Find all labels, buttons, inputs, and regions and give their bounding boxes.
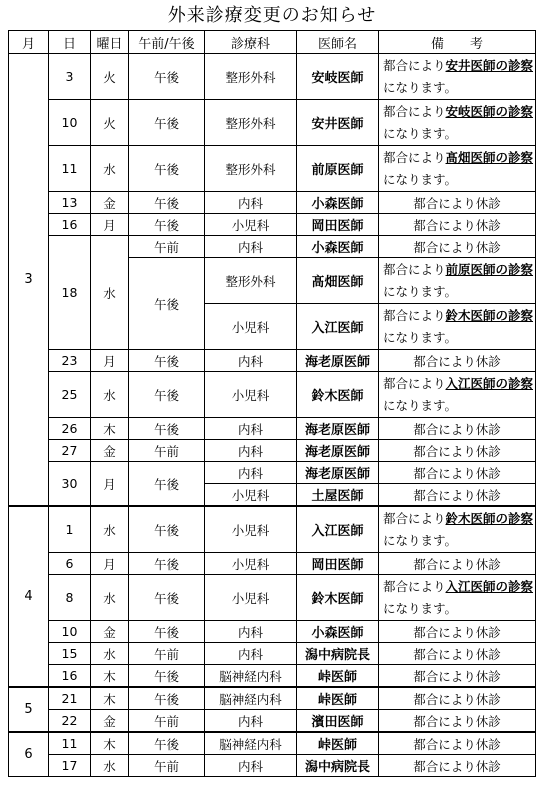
table-row (9, 214, 536, 236)
remarks-suffix: になります。 (383, 397, 458, 413)
day-cell: 10 (49, 100, 91, 146)
doctor-cell: 小森医師 (297, 192, 379, 214)
remarks-cell (379, 54, 536, 100)
weekday-cell: 火 (91, 100, 129, 146)
header-row (9, 31, 536, 54)
remarks-cell: 都合により休診 (379, 621, 536, 643)
weekday-cell: 月 (91, 350, 129, 372)
department-cell: 脳神経内科 (205, 687, 297, 710)
table-row (9, 732, 536, 755)
doctor-cell: 前原医師 (297, 146, 379, 192)
remarks-suffix: になります。 (383, 283, 458, 299)
table-row (9, 506, 536, 553)
table-row (9, 710, 536, 733)
doctor-cell: 岡田医師 (297, 214, 379, 236)
weekday-cell: 月 (91, 214, 129, 236)
day-cell: 13 (49, 192, 91, 214)
doctor-cell: 峠医師 (297, 687, 379, 710)
weekday-cell: 水 (91, 372, 129, 418)
remarks-prefix: 都合により (383, 307, 446, 323)
header-remarks: 備 考 (379, 31, 536, 54)
weekday-cell: 月 (91, 553, 129, 575)
ampm-cell: 午後 (129, 575, 205, 621)
header-month: 月 (9, 31, 49, 54)
page-title: 外来診療変更のお知らせ (167, 5, 377, 26)
remarks-cell: 都合により休診 (379, 687, 536, 710)
ampm-cell: 午後 (129, 258, 205, 350)
table-row (9, 440, 536, 462)
department-cell: 小児科 (205, 304, 297, 350)
day-cell: 23 (49, 350, 91, 372)
remarks-prefix: 都合により (383, 510, 446, 526)
weekday-cell: 水 (91, 236, 129, 350)
schedule-body (9, 54, 536, 777)
remarks-cell (379, 372, 536, 418)
doctor-cell: 潟中病院長 (297, 643, 379, 665)
remarks-cell: 都合により休診 (379, 665, 536, 688)
weekday-cell: 木 (91, 687, 129, 710)
ampm-cell: 午前 (129, 710, 205, 733)
day-cell: 8 (49, 575, 91, 621)
department-cell: 小児科 (205, 553, 297, 575)
remarks-cell: 都合により休診 (379, 350, 536, 372)
doctor-cell: 岡田医師 (297, 553, 379, 575)
table-row (9, 553, 536, 575)
ampm-cell: 午前 (129, 440, 205, 462)
doctor-cell: 峠医師 (297, 665, 379, 688)
header-day: 日 (49, 31, 91, 54)
day-cell: 11 (49, 732, 91, 755)
remarks-suffix: になります。 (383, 532, 458, 548)
department-cell: 脳神経内科 (205, 732, 297, 755)
substitute-doctor: 鈴木医師の診察 (445, 510, 534, 526)
ampm-cell: 午前 (129, 236, 205, 258)
remarks-cell (379, 575, 536, 621)
ampm-cell: 午前 (129, 755, 205, 777)
department-cell: 内科 (205, 621, 297, 643)
substitute-doctor: 安岐医師の診察 (445, 103, 534, 119)
department-cell: 小児科 (205, 575, 297, 621)
department-cell: 内科 (205, 418, 297, 440)
remarks-prefix: 都合により (383, 57, 446, 73)
remarks-suffix: になります。 (383, 329, 458, 345)
weekday-cell: 木 (91, 732, 129, 755)
department-cell: 整形外科 (205, 100, 297, 146)
substitute-doctor: 入江医師の診察 (445, 578, 534, 594)
table-row (9, 621, 536, 643)
ampm-cell: 午後 (129, 192, 205, 214)
doctor-cell: 小森医師 (297, 236, 379, 258)
remarks-cell (379, 100, 536, 146)
day-cell: 26 (49, 418, 91, 440)
weekday-cell: 水 (91, 506, 129, 553)
weekday-cell: 金 (91, 710, 129, 733)
remarks-cell (379, 304, 536, 350)
remarks-cell: 都合により休診 (379, 484, 536, 507)
day-cell: 3 (49, 54, 91, 100)
weekday-cell: 水 (91, 755, 129, 777)
day-cell: 16 (49, 665, 91, 688)
weekday-cell: 火 (91, 54, 129, 100)
department-cell: 内科 (205, 350, 297, 372)
ampm-cell: 午後 (129, 418, 205, 440)
day-cell: 1 (49, 506, 91, 553)
weekday-cell: 木 (91, 418, 129, 440)
day-cell: 30 (49, 462, 91, 507)
month-cell: 5 (9, 687, 49, 732)
table-row (9, 755, 536, 777)
doctor-cell: 髙畑医師 (297, 258, 379, 304)
doctor-cell: 峠医師 (297, 732, 379, 755)
table-row (9, 100, 536, 146)
table-row (9, 665, 536, 688)
department-cell: 整形外科 (205, 54, 297, 100)
remarks-prefix: 都合により (383, 103, 446, 119)
ampm-cell: 午後 (129, 506, 205, 553)
ampm-cell: 午後 (129, 54, 205, 100)
remarks-cell (379, 146, 536, 192)
remarks-prefix: 都合により (383, 261, 446, 277)
remarks-cell: 都合により休診 (379, 732, 536, 755)
ampm-cell: 午後 (129, 372, 205, 418)
header-department: 診療科 (205, 31, 297, 54)
remarks-cell (379, 506, 536, 553)
doctor-cell: 鈴木医師 (297, 575, 379, 621)
substitute-doctor: 髙畑医師の診察 (445, 149, 534, 165)
day-cell: 17 (49, 755, 91, 777)
weekday-cell: 木 (91, 665, 129, 688)
weekday-cell: 金 (91, 621, 129, 643)
table-row (9, 236, 536, 258)
weekday-cell: 月 (91, 462, 129, 507)
remarks-cell: 都合により休診 (379, 192, 536, 214)
remarks-prefix: 都合により (383, 375, 446, 391)
department-cell: 内科 (205, 192, 297, 214)
remarks-suffix: になります。 (383, 125, 458, 141)
month-cell: 4 (9, 506, 49, 687)
doctor-cell: 入江医師 (297, 304, 379, 350)
ampm-cell: 午後 (129, 146, 205, 192)
weekday-cell: 金 (91, 440, 129, 462)
table-row (9, 372, 536, 418)
doctor-cell: 海老原医師 (297, 350, 379, 372)
doctor-cell: 濱田医師 (297, 710, 379, 733)
ampm-cell: 午後 (129, 350, 205, 372)
table-row (9, 54, 536, 100)
substitute-doctor: 鈴木医師の診察 (445, 307, 534, 323)
table-row (9, 418, 536, 440)
ampm-cell: 午後 (129, 665, 205, 688)
ampm-cell: 午後 (129, 687, 205, 710)
substitute-doctor: 入江医師の診察 (445, 375, 534, 391)
doctor-cell: 入江医師 (297, 506, 379, 553)
doctor-cell: 安岐医師 (297, 54, 379, 100)
day-cell: 21 (49, 687, 91, 710)
weekday-cell: 水 (91, 643, 129, 665)
department-cell: 内科 (205, 643, 297, 665)
day-cell: 6 (49, 553, 91, 575)
ampm-cell: 午後 (129, 462, 205, 507)
remarks-cell: 都合により休診 (379, 553, 536, 575)
doctor-cell: 海老原医師 (297, 462, 379, 484)
header-ampm: 午前/午後 (129, 31, 205, 54)
department-cell: 内科 (205, 710, 297, 733)
remarks-prefix: 都合により (383, 149, 446, 165)
remarks-cell: 都合により休診 (379, 214, 536, 236)
department-cell: 小児科 (205, 484, 297, 507)
doctor-cell: 小森医師 (297, 621, 379, 643)
ampm-cell: 午後 (129, 732, 205, 755)
table-row (9, 350, 536, 372)
remarks-cell (379, 258, 536, 304)
remarks-suffix: になります。 (383, 600, 458, 616)
doctor-cell: 安井医師 (297, 100, 379, 146)
ampm-cell: 午前 (129, 643, 205, 665)
day-cell: 27 (49, 440, 91, 462)
weekday-cell: 金 (91, 192, 129, 214)
day-cell: 15 (49, 643, 91, 665)
doctor-cell: 土屋医師 (297, 484, 379, 507)
table-row (9, 687, 536, 710)
table-row (9, 575, 536, 621)
department-cell: 内科 (205, 462, 297, 484)
department-cell: 内科 (205, 236, 297, 258)
substitute-doctor: 前原医師の診察 (445, 261, 534, 277)
remarks-cell: 都合により休診 (379, 440, 536, 462)
doctor-cell: 潟中病院長 (297, 755, 379, 777)
schedule-table (8, 30, 536, 777)
remarks-cell: 都合により休診 (379, 418, 536, 440)
department-cell: 脳神経内科 (205, 665, 297, 688)
table-row (9, 462, 536, 484)
weekday-cell: 水 (91, 575, 129, 621)
ampm-cell: 午後 (129, 214, 205, 236)
remarks-cell: 都合により休診 (379, 462, 536, 484)
table-row (9, 146, 536, 192)
department-cell: 内科 (205, 755, 297, 777)
day-cell: 11 (49, 146, 91, 192)
day-cell: 10 (49, 621, 91, 643)
month-cell: 6 (9, 732, 49, 777)
remarks-cell: 都合により休診 (379, 643, 536, 665)
doctor-cell: 鈴木医師 (297, 372, 379, 418)
table-row (9, 643, 536, 665)
doctor-cell: 海老原医師 (297, 440, 379, 462)
remarks-suffix: になります。 (383, 171, 458, 187)
remarks-cell: 都合により休診 (379, 710, 536, 733)
remarks-cell: 都合により休診 (379, 236, 536, 258)
department-cell: 整形外科 (205, 146, 297, 192)
day-cell: 22 (49, 710, 91, 733)
substitute-doctor: 安井医師の診察 (445, 57, 534, 73)
day-cell: 18 (49, 236, 91, 350)
department-cell: 小児科 (205, 214, 297, 236)
day-cell: 16 (49, 214, 91, 236)
month-cell: 3 (9, 54, 49, 507)
weekday-cell: 水 (91, 146, 129, 192)
department-cell: 小児科 (205, 372, 297, 418)
ampm-cell: 午後 (129, 553, 205, 575)
day-cell: 25 (49, 372, 91, 418)
header-doctor: 医師名 (297, 31, 379, 54)
doctor-cell: 海老原医師 (297, 418, 379, 440)
ampm-cell: 午後 (129, 100, 205, 146)
header-weekday: 曜日 (91, 31, 129, 54)
ampm-cell: 午後 (129, 621, 205, 643)
table-row (9, 192, 536, 214)
remarks-cell: 都合により休診 (379, 755, 536, 777)
department-cell: 内科 (205, 440, 297, 462)
department-cell: 小児科 (205, 506, 297, 553)
remarks-suffix: になります。 (383, 79, 458, 95)
department-cell: 整形外科 (205, 258, 297, 304)
remarks-prefix: 都合により (383, 578, 446, 594)
